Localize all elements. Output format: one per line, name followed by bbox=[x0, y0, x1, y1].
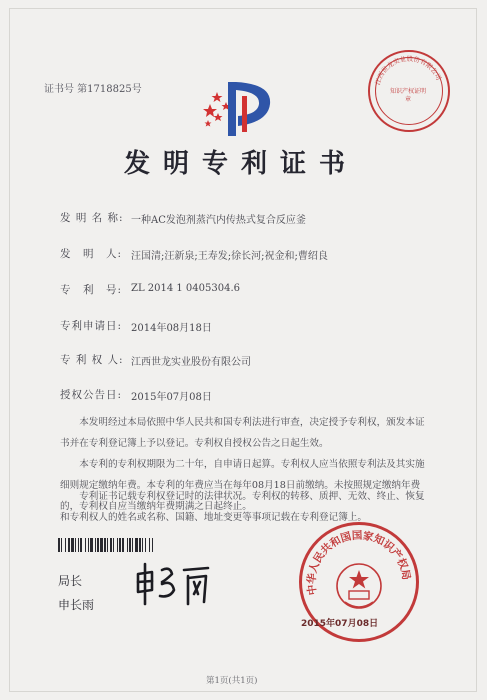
director-signature bbox=[132, 560, 214, 610]
seal-date: 2015年07月08日 bbox=[301, 619, 379, 629]
national-emblem-icon bbox=[337, 564, 381, 608]
filing-date-value: 2014年08月18日 bbox=[131, 323, 212, 334]
certificate-number: 证书号 第1718825号 bbox=[44, 84, 142, 95]
corner-stamp-inner-text: 知识产权证明章 bbox=[389, 88, 426, 103]
announcement-date-label: 授权公告日: bbox=[60, 389, 123, 401]
patent-number-value: ZL 2014 1 0405304.6 bbox=[131, 283, 241, 294]
invention-name-value: 一种AC发泡剂蒸汽内传热式复合反应釜 bbox=[131, 215, 306, 226]
svg-text:江西世龙实业股份有限公司 bbox=[373, 54, 444, 86]
patent-number-label: 专 利 号: bbox=[60, 284, 123, 296]
announcement-date-value: 2015年07月08日 bbox=[131, 392, 212, 403]
body-paragraph: 本专利的专利权期限为二十年，自申请日起算。专利权人应当依照专利法及其实施细则规定缴纳年费。本专利的年费应当在每年08月18日前缴纳。未按照规定缴纳年费的，专利权自应当缴纳年费期满之日起终止。 bbox=[60, 459, 425, 512]
sipo-logo-icon bbox=[198, 70, 280, 142]
corner-stamp bbox=[368, 50, 450, 132]
invention-name-label: 发 明 名 称: bbox=[60, 212, 124, 224]
page-title: 发明专利证书 bbox=[124, 149, 359, 179]
inventors-value: 汪国清;汪新泉;王寿发;徐长河;祝金和;曹绍良 bbox=[131, 251, 328, 262]
svg-text:中华人民共和国国家知识产权局 bbox=[305, 529, 413, 596]
director-name: 申长雨 bbox=[58, 598, 95, 612]
corner-stamp-arc-text: 江西世龙实业股份有限公司 bbox=[373, 54, 443, 86]
patentee-label: 专 利 权 人: bbox=[60, 354, 124, 366]
filing-date-label: 专利申请日: bbox=[60, 320, 123, 332]
patentee-value: 江西世龙实业股份有限公司 bbox=[131, 357, 251, 368]
barcode bbox=[58, 538, 236, 552]
director-label: 局长 bbox=[58, 574, 83, 588]
official-seal-arc-text: 中华人民共和国国家知识产权局 bbox=[305, 529, 413, 596]
page-footer: 第1页(共1页) bbox=[206, 676, 258, 686]
inventors-label: 发 明 人: bbox=[60, 248, 123, 260]
body-paragraph: 本发明经过本局依照中华人民共和国专利法进行审查，决定授予专利权，颁发本证书并在专利登记簿上予以登记。专利权自授权公告之日起生效。 bbox=[60, 417, 425, 449]
body-paragraph: 专利证书记载专利权登记时的法律状况。专利权的转移、质押、无效、终止、恢复和专利权人的姓名或名称、国籍、地址变更等事项记载在专利登记簿上。 bbox=[60, 491, 425, 523]
